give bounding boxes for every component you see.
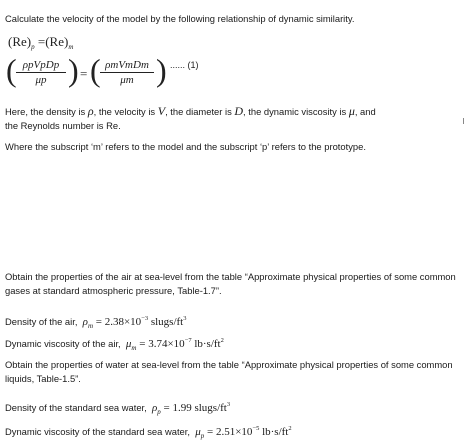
- left-fraction: [16, 59, 66, 86]
- air-density-symbol: ρ: [82, 316, 88, 328]
- water-viscosity-unit-exp: 2: [288, 425, 292, 432]
- water-density-formula: [152, 402, 230, 414]
- eq1-lhs-sub: p: [31, 43, 35, 51]
- water-viscosity-value: = 2.51×10: [204, 426, 253, 438]
- eq1-lhs: (Re): [8, 34, 32, 49]
- air-viscosity-exp: −7: [184, 337, 192, 344]
- water-viscosity-exp: −5: [252, 425, 260, 432]
- eq1-rhs: (Re): [45, 34, 69, 49]
- water-density-sub: p: [157, 408, 161, 416]
- air-density-value: = 2.38×10: [93, 316, 142, 328]
- air-viscosity-unit: lb·s/ft: [191, 338, 221, 350]
- right-denominator: μm: [120, 74, 134, 86]
- similarity-fraction-equation: [6, 52, 206, 96]
- def-text-d: , the dynamic viscosity is: [243, 106, 349, 117]
- subscripts-note: Where the subscript ‘m’ refers to the model and the subscript ‘p’ refers to the prototype.: [5, 141, 366, 152]
- def-text-a: Here, the density is: [5, 106, 88, 117]
- def-v-symbol: V: [157, 104, 166, 118]
- air-density-unit-exp: 3: [183, 315, 187, 322]
- air-density-line: [5, 312, 187, 333]
- water-viscosity-symbol: μ: [195, 426, 201, 438]
- water-density-symbol: ρ: [151, 402, 158, 414]
- water-density-value: = 1.99: [160, 402, 192, 414]
- def-text-c: , the diameter is: [165, 106, 235, 117]
- water-viscosity-sub: p: [200, 432, 205, 440]
- air-viscosity-unit-exp: 2: [220, 337, 224, 344]
- right-numerator: ρmVmDm: [105, 59, 149, 71]
- water-density-label: Density of the standard sea water,: [5, 402, 147, 413]
- water-density-line: [5, 398, 230, 419]
- right-paren-close: ): [156, 52, 167, 88]
- def-d-symbol: D: [234, 104, 244, 118]
- intro-text: Calculate the velocity of the model by the following relationship of dynamic similarity.: [5, 13, 355, 24]
- definitions-line-2: the Reynolds number is Re.: [5, 120, 121, 131]
- water-density-unit: slugs/ft: [191, 402, 227, 414]
- water-density-unit-exp: 3: [226, 401, 231, 408]
- air-properties-intro: Obtain the properties of the air at sea-level from the table “Approximate physical properties of some common gases at standard atmospheric pressure, Table-1.7”.: [5, 271, 456, 296]
- air-density-exp: −3: [141, 315, 149, 322]
- left-denominator: μp: [35, 74, 47, 86]
- definitions-line-1: [5, 104, 376, 119]
- water-viscosity-label: Dynamic viscosity of the standard sea water,: [5, 426, 190, 437]
- right-fraction-bar: [100, 72, 154, 73]
- def-text-b: , the velocity is: [93, 106, 158, 117]
- margin-mark: [463, 118, 464, 124]
- air-viscosity-formula: [126, 338, 224, 350]
- equation-number-label: ...... (1): [170, 60, 199, 70]
- right-fraction: [100, 59, 154, 86]
- air-viscosity-symbol: μ: [125, 338, 132, 350]
- water-properties-intro: Obtain the properties of water at sea-level from the table “Approximate physical properties of some common liquids, Table-1.5”.: [5, 359, 453, 384]
- water-viscosity-unit: lb·s/ft: [259, 426, 289, 438]
- reynolds-equality-equation: [8, 34, 73, 51]
- air-density-label: Density of the air,: [5, 316, 78, 327]
- def-text-e: , and: [354, 106, 376, 117]
- air-density-unit: slugs/ft: [148, 316, 184, 328]
- air-viscosity-sub: m: [131, 344, 137, 352]
- left-fraction-bar: [16, 72, 66, 73]
- fraction-equals: =: [80, 66, 88, 81]
- air-viscosity-line: [5, 334, 224, 355]
- left-paren-open: (: [6, 52, 17, 88]
- air-density-formula: [83, 316, 187, 328]
- air-density-sub: m: [87, 322, 93, 330]
- def-mu-symbol: μ: [348, 104, 355, 118]
- water-viscosity-line: [5, 422, 292, 443]
- left-numerator: ρpVpDp: [22, 59, 60, 71]
- eq1-equals: =: [34, 34, 46, 49]
- air-viscosity-label: Dynamic viscosity of the air,: [5, 338, 121, 349]
- left-paren-close: ): [68, 52, 79, 88]
- def-rho-symbol: ρ: [87, 104, 94, 118]
- right-paren-open: (: [90, 52, 101, 88]
- air-viscosity-value: = 3.74×10: [136, 338, 185, 350]
- eq1-rhs-sub: m: [68, 43, 74, 51]
- water-viscosity-formula: [195, 426, 291, 438]
